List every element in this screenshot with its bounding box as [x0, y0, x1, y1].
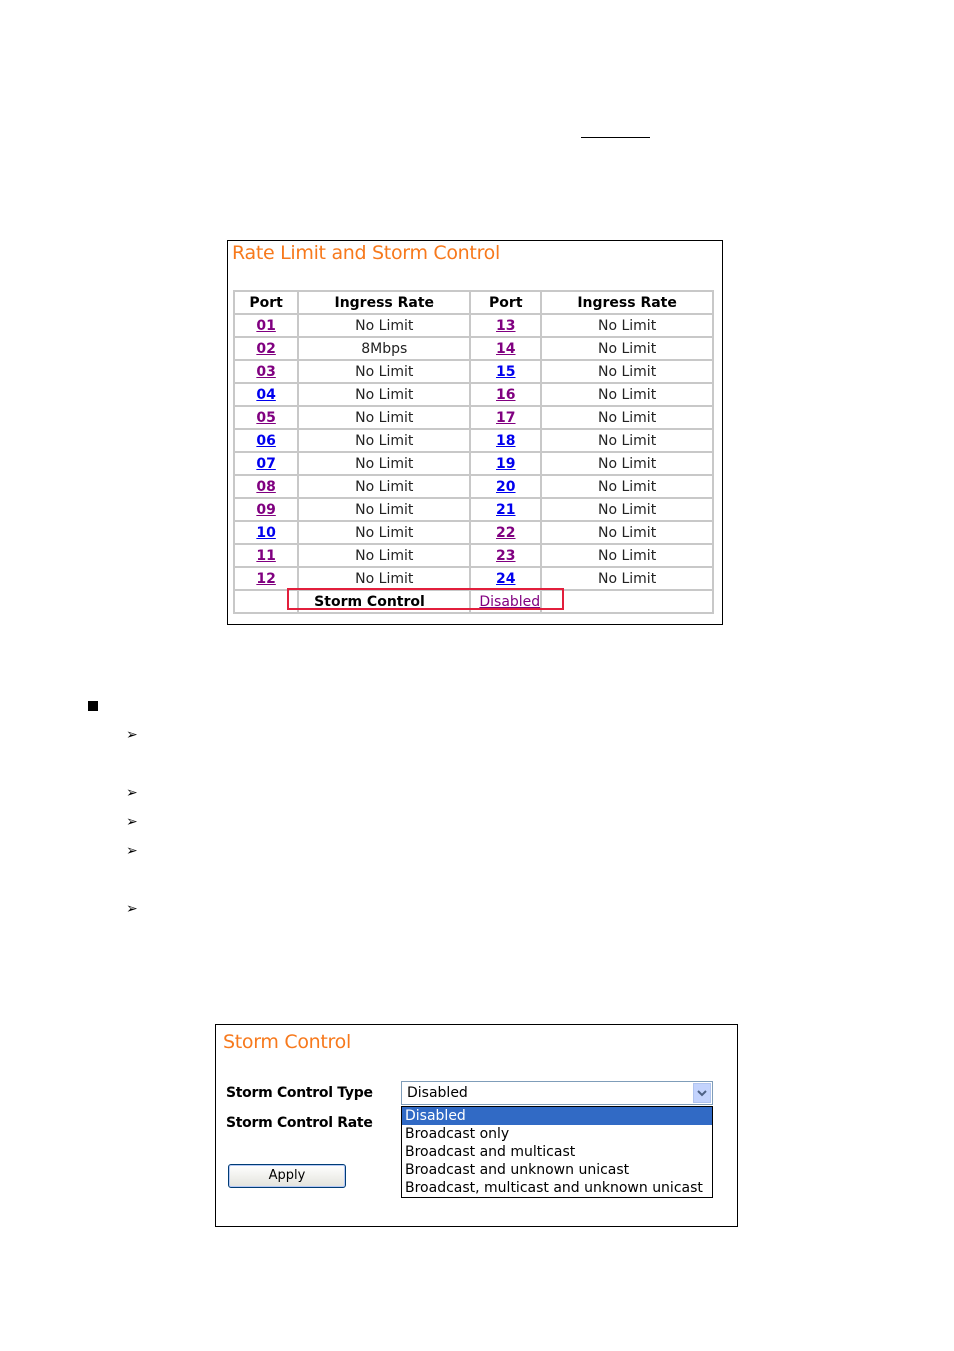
rate-cell: No Limit — [541, 406, 713, 429]
port-link[interactable]: 11 — [256, 547, 276, 564]
table-row — [234, 314, 713, 337]
port-cell — [234, 475, 298, 498]
storm-control-label: Storm Control — [298, 590, 470, 613]
rate-cell: No Limit — [298, 383, 470, 406]
storm-type-select[interactable] — [401, 1081, 713, 1105]
arrow-bullet: ➢ — [126, 814, 138, 830]
ingress-header-2: Ingress Rate — [541, 291, 713, 314]
underline-rule — [581, 137, 650, 138]
port-cell — [234, 360, 298, 383]
table-row — [234, 452, 713, 475]
rate-cell: No Limit — [298, 498, 470, 521]
table-row — [234, 406, 713, 429]
rate-cell: No Limit — [298, 406, 470, 429]
rate-table — [233, 290, 714, 614]
arrow-bullet: ➢ — [126, 727, 138, 743]
rate-cell: No Limit — [541, 360, 713, 383]
rate-cell: No Limit — [298, 429, 470, 452]
table-row — [234, 429, 713, 452]
port-cell — [234, 314, 298, 337]
port-link[interactable]: 13 — [496, 317, 516, 334]
port-link[interactable]: 08 — [256, 478, 276, 495]
port-link[interactable]: 23 — [496, 547, 516, 564]
port-cell — [470, 360, 541, 383]
port-cell — [470, 544, 541, 567]
port-cell — [470, 567, 541, 590]
rate-cell: No Limit — [298, 521, 470, 544]
port-link[interactable]: 14 — [496, 340, 516, 357]
rate-cell: No Limit — [541, 521, 713, 544]
port-cell — [234, 498, 298, 521]
storm-type-option[interactable]: Broadcast and multicast — [405, 1144, 576, 1160]
chevron-down-icon[interactable] — [693, 1083, 711, 1103]
port-cell — [470, 475, 541, 498]
rate-cell: No Limit — [541, 337, 713, 360]
rate-cell: No Limit — [541, 475, 713, 498]
port-cell — [234, 406, 298, 429]
highlight-box — [287, 588, 564, 610]
port-cell — [234, 429, 298, 452]
table-row — [234, 567, 713, 590]
rate-cell: No Limit — [541, 383, 713, 406]
port-cell — [470, 314, 541, 337]
port-cell — [470, 452, 541, 475]
port-link[interactable]: 20 — [496, 478, 516, 495]
rate-cell: No Limit — [298, 314, 470, 337]
port-link[interactable]: 17 — [496, 409, 516, 426]
port-link[interactable]: 06 — [256, 432, 276, 449]
port-cell — [234, 383, 298, 406]
rate-cell: No Limit — [298, 452, 470, 475]
table-header-row — [234, 291, 713, 314]
port-link[interactable]: 05 — [256, 409, 276, 426]
empty-cell — [541, 590, 713, 613]
select-value: Disabled — [407, 1085, 468, 1101]
storm-type-option[interactable]: Disabled — [402, 1107, 712, 1125]
storm-type-option[interactable]: Broadcast, multicast and unknown unicast — [405, 1180, 703, 1196]
port-link[interactable]: 12 — [256, 570, 276, 587]
arrow-bullet: ➢ — [126, 843, 138, 859]
table-row — [234, 337, 713, 360]
port-cell — [470, 337, 541, 360]
port-link[interactable]: 07 — [256, 455, 276, 472]
rate-cell: No Limit — [298, 475, 470, 498]
port-link[interactable]: 10 — [256, 524, 276, 541]
square-bullet — [88, 701, 98, 711]
port-link[interactable]: 01 — [256, 317, 276, 334]
rate-cell: No Limit — [541, 498, 713, 521]
rate-cell: No Limit — [298, 544, 470, 567]
port-cell — [234, 567, 298, 590]
rate-cell: No Limit — [541, 429, 713, 452]
rate-cell: No Limit — [541, 314, 713, 337]
port-link[interactable]: 03 — [256, 363, 276, 380]
port-link[interactable]: 09 — [256, 501, 276, 518]
rate-panel-title: Rate Limit and Storm Control — [232, 242, 500, 264]
ingress-header: Ingress Rate — [298, 291, 470, 314]
rate-cell: No Limit — [541, 544, 713, 567]
port-cell — [234, 337, 298, 360]
port-cell — [470, 406, 541, 429]
port-header-2: Port — [470, 291, 541, 314]
table-row — [234, 383, 713, 406]
port-cell — [470, 383, 541, 406]
port-cell — [470, 521, 541, 544]
storm-type-option[interactable]: Broadcast and unknown unicast — [405, 1162, 630, 1178]
table-row — [234, 475, 713, 498]
storm-control-link[interactable]: Disabled — [479, 593, 541, 610]
port-link[interactable]: 02 — [256, 340, 276, 357]
storm-type-option[interactable]: Broadcast only — [405, 1126, 510, 1142]
port-link[interactable]: 15 — [496, 363, 516, 380]
port-link[interactable]: 24 — [496, 570, 516, 587]
storm-type-options — [401, 1106, 713, 1198]
table-row — [234, 498, 713, 521]
port-link[interactable]: 22 — [496, 524, 516, 541]
rate-cell: No Limit — [298, 567, 470, 590]
rate-cell: 8Mbps — [298, 337, 470, 360]
rate-limit-panel — [227, 240, 723, 625]
port-cell — [470, 429, 541, 452]
port-cell — [234, 521, 298, 544]
arrow-bullet: ➢ — [126, 785, 138, 801]
rate-cell: No Limit — [541, 567, 713, 590]
port-cell — [234, 544, 298, 567]
port-link[interactable]: 04 — [256, 386, 276, 403]
apply-button[interactable]: Apply — [228, 1164, 346, 1188]
storm-rate-label: Storm Control Rate — [226, 1115, 373, 1131]
port-link[interactable]: 21 — [496, 501, 516, 518]
table-row — [234, 521, 713, 544]
storm-type-label: Storm Control Type — [226, 1085, 373, 1101]
port-cell — [470, 498, 541, 521]
arrow-bullet: ➢ — [126, 901, 138, 917]
table-row — [234, 544, 713, 567]
rate-cell: No Limit — [298, 360, 470, 383]
table-row — [234, 360, 713, 383]
port-link[interactable]: 16 — [496, 386, 516, 403]
rate-cell: No Limit — [541, 452, 713, 475]
port-link[interactable]: 18 — [496, 432, 516, 449]
port-cell — [234, 452, 298, 475]
storm-control-panel — [215, 1024, 738, 1227]
port-link[interactable]: 19 — [496, 455, 516, 472]
port-header: Port — [234, 291, 298, 314]
storm-panel-title: Storm Control — [223, 1031, 351, 1053]
